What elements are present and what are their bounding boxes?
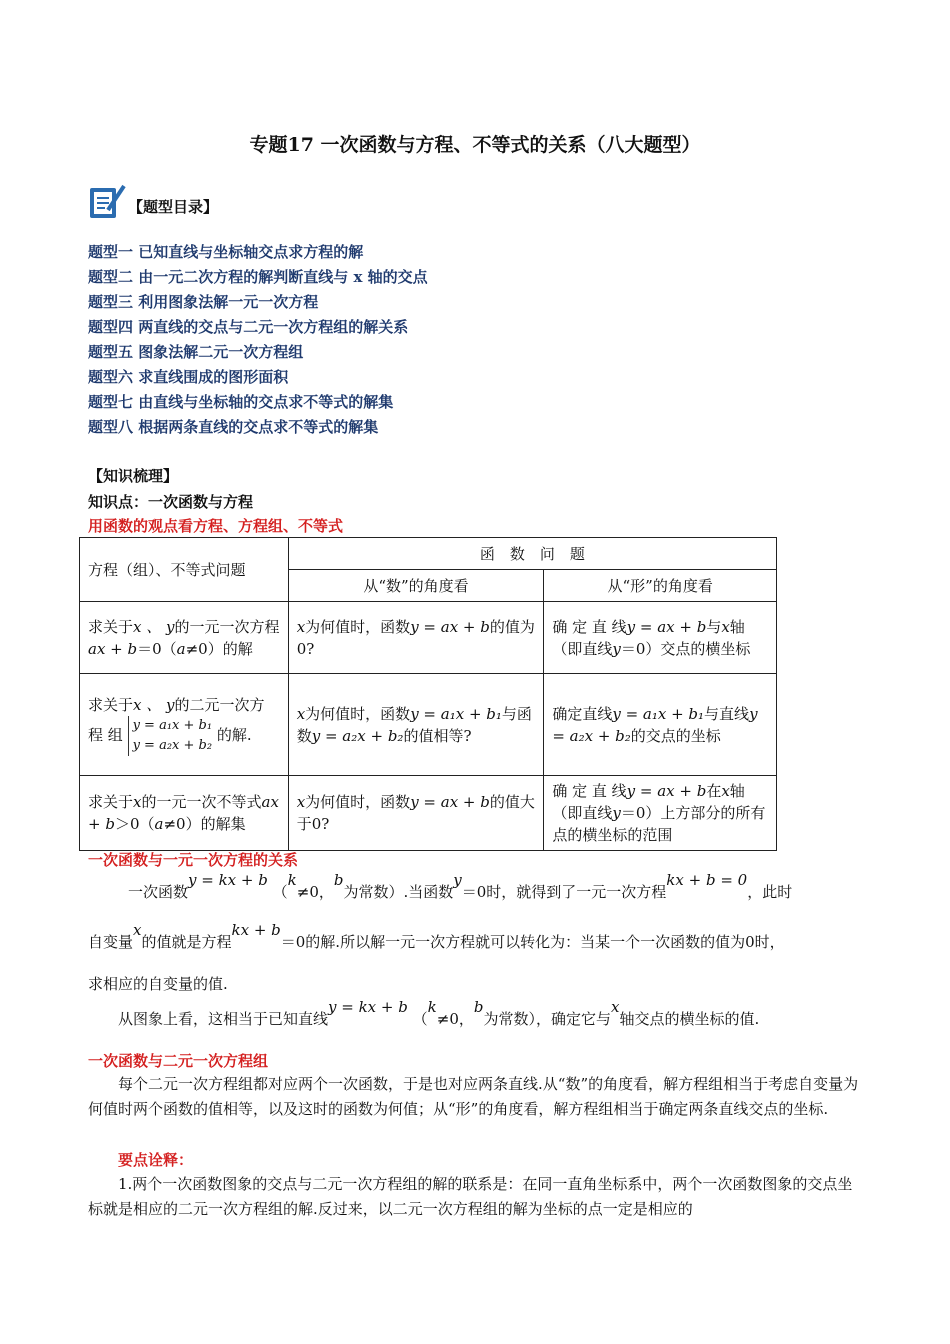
table-header-problem: 方程（组）、不等式问题 [80, 538, 289, 602]
table-header-number-view: 从“数”的角度看 [288, 570, 544, 602]
toc-item[interactable]: 题型六 求直线围成的图形面积 [88, 368, 289, 386]
section-title: 一次函数与一元一次方程的关系 [88, 851, 299, 869]
toc-item[interactable]: 题型二 由一元二次方程的解判断直线与 x 轴的交点 [88, 268, 428, 286]
notebook-pen-icon [88, 182, 128, 220]
page-title: 专题17 一次函数与方程、不等式的关系（八大题型） [249, 134, 701, 156]
toc-item[interactable]: 题型五 图象法解二元一次方程组 [88, 343, 304, 361]
function-view-table [79, 537, 777, 851]
toc-item[interactable]: 题型一 已知直线与坐标轴交点求方程的解 [88, 243, 364, 261]
key-points-title: 要点诠释： [118, 1151, 194, 1169]
toc-item[interactable]: 题型八 根据两条直线的交点求不等式的解集 [88, 418, 379, 436]
knowledge-point: 知识点：一次函数与方程 [88, 493, 254, 511]
table-title: 用函数的观点看方程、方程组、不等式 [88, 517, 344, 535]
equation-system: y = a₁x + b₁ y = a₂x + b₂ [128, 716, 213, 756]
table-header-shape-view: 从“形”的角度看 [544, 570, 777, 602]
table-cell: 求关于x 、 y的一元一次方程ax + b＝0（a≠0）的解 [80, 602, 289, 674]
table-cell: 确 定 直 线y = ax + b与x轴（即直线y＝0）交点的横坐标 [544, 602, 777, 674]
table-cell: 确定直线y = a₁x + b₁与直线y = a₂x + b₂的交点的坐标 [544, 674, 777, 776]
table-cell: x为何值时，函数y = ax + b的值为0? [288, 602, 544, 674]
section-title: 一次函数与二元一次方程组 [88, 1052, 269, 1070]
table-cell: 求关于x 、 y的二元一次方 程 组 y = a₁x + b₁ y = a₂x + b₂ 的解. [80, 674, 289, 776]
paragraph: 每个二元一次方程组都对应两个一次函数，于是也对应两条直线.从“数”的角度看，解方程组相当于考虑自变量为何值时两个函数的值相等，以及这时的函数为何值；从“形”的角度看，解方程组相当于确定两条直线交点的坐标. [88, 1075, 859, 1118]
paragraph: 1.两个一次函数图象的交点与二元一次方程组的解的联系是：在同一直角坐标系中，两个一次函数图象的交点坐标就是相应的二元一次方程组的解.反过来，以二元一次方程组的解为坐标的点一定是相应的 [88, 1175, 853, 1218]
toc-item[interactable]: 题型三 利用图象法解一元一次方程 [88, 293, 319, 311]
table-cell: x为何值时，函数y = a₁x + b₁与函数y = a₂x + b₂的值相等? [288, 674, 544, 776]
table-row [80, 674, 777, 776]
paragraph: 从图象上看，这相当于已知直线y = kx + b （k≠0，b为常数），确定它与x轴交点的横坐标的值. [118, 998, 760, 1028]
paragraph: 一次函数y = kx + b （k≠0，b为常数）.当函数y＝0时，就得到了一元一次方程kx + b = 0，此时 [128, 871, 793, 901]
table-cell: x为何值时，函数y = ax + b的值大于0? [288, 776, 544, 851]
table-cell: 求关于x的一元一次不等式ax + b＞0（a≠0）的解集 [80, 776, 289, 851]
table-header-function: 函 数 问 题 [288, 538, 776, 570]
paragraph: 自变量x的值就是方程kx + b＝0的解.所以解一元一次方程就可以转化为：当某一个一次函数的值为0时， [88, 921, 785, 951]
table-cell: 确 定 直 线y = ax + b在x轴（即直线y＝0）上方部分的所有点的横坐标的范围 [544, 776, 777, 851]
toc-item[interactable]: 题型七 由直线与坐标轴的交点求不等式的解集 [88, 393, 394, 411]
table-row [80, 602, 777, 674]
toc-heading: 【题型目录】 [128, 198, 219, 216]
toc-list [88, 240, 428, 440]
paragraph: 求相应的自变量的值. [88, 975, 228, 993]
table-row [80, 776, 777, 851]
knowledge-heading: 【知识梳理】 [88, 467, 179, 485]
toc-item[interactable]: 题型四 两直线的交点与二元一次方程组的解关系 [88, 318, 409, 336]
